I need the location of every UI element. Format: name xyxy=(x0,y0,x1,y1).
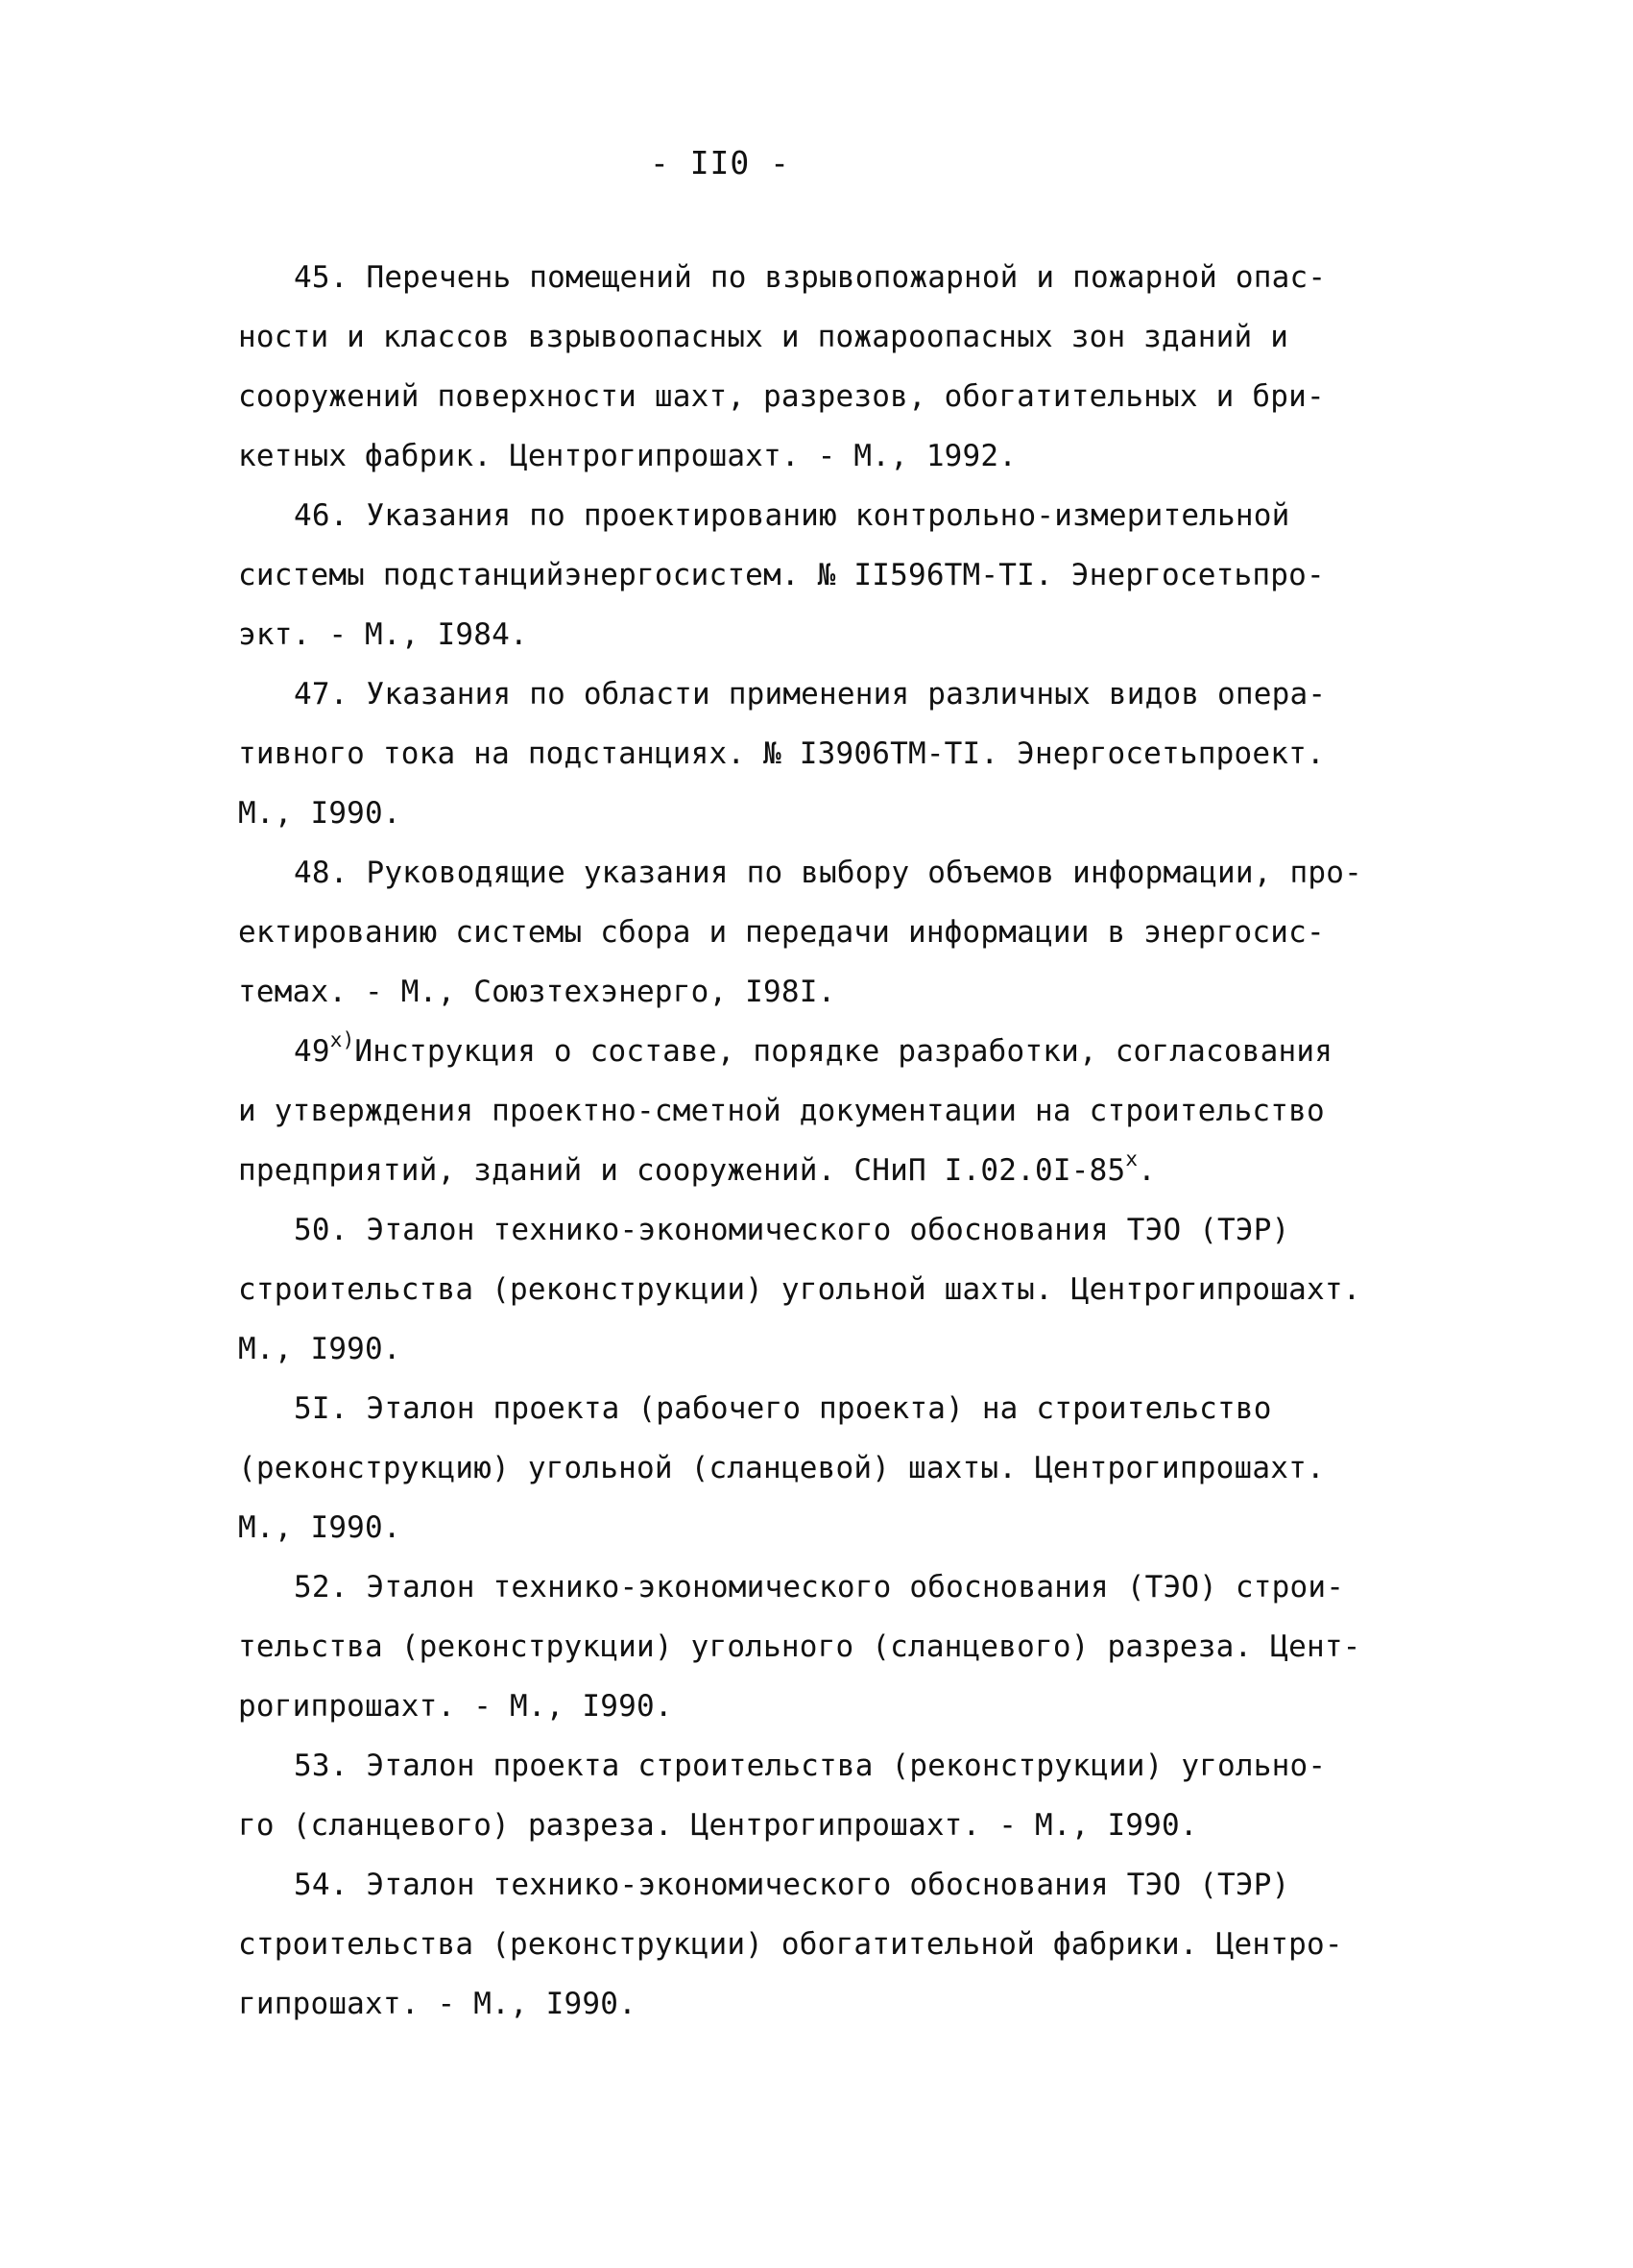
entry-line: 46. Указания по проектированию контрольно-измерительной xyxy=(294,498,1290,533)
entry-line: тивного тока на подстанциях. № I3906ТМ-ТI. Энергосетьпроект. xyxy=(238,736,1325,771)
entry-line: ектированию системы сбора и передачи информации в энергосис- xyxy=(238,915,1325,950)
entry-line: 5I. Эталон проекта (рабочего проекта) на строительство xyxy=(294,1391,1272,1426)
entry-line: тельства (реконструкции) угольного (сланцевого) разреза. Цент- xyxy=(238,1629,1361,1664)
entry-text: . xyxy=(1138,1153,1157,1188)
reference-entry-48 xyxy=(238,843,1405,1022)
entry-line: М., I990. xyxy=(238,1332,401,1366)
reference-entry-46 xyxy=(238,486,1405,664)
reference-list xyxy=(238,248,1405,2034)
entry-line: системы подстанцийэнергосистем. № II596ТМ-ТI. Энергосетьпро- xyxy=(238,558,1325,592)
entry-number: 49 xyxy=(294,1034,330,1069)
entry-line: рогипрошахт. - М., I990. xyxy=(238,1689,673,1724)
page-number: - II0 - xyxy=(649,144,791,181)
entry-line: го (сланцевого) разреза. Центрогипрошахт. - М., I990. xyxy=(238,1808,1198,1843)
entry-line: М., I990. xyxy=(238,796,401,831)
entry-line: строительства (реконструкции) угольной шахты. Центрогипрошахт. xyxy=(238,1272,1361,1307)
reference-entry-54 xyxy=(238,1855,1405,2034)
entry-line: гипрошахт. - М., I990. xyxy=(238,1987,636,2021)
entry-text: предприятий, зданий и сооружений. СНиП I.02.0I-85 xyxy=(238,1153,1126,1188)
entry-text: Инструкция о составе, порядке разработки, согласования xyxy=(354,1034,1333,1069)
entry-line: сооружений поверхности шахт, разрезов, обогатительных и бри- xyxy=(238,379,1325,414)
entry-line: 54. Эталон технико-экономического обоснования ТЭО (ТЭР) xyxy=(294,1868,1290,1902)
entry-line: 53. Эталон проекта строительства (реконструкции) угольно- xyxy=(294,1749,1327,1783)
entry-line: кетных фабрик. Центрогипрошахт. - М., 1992. xyxy=(238,439,1018,473)
reference-entry-53 xyxy=(238,1736,1405,1855)
entry-line: 47. Указания по области применения различных видов опера- xyxy=(294,677,1327,712)
entry-line: ности и классов взрывоопасных и пожароопасных зон зданий и xyxy=(238,320,1289,354)
entry-line: 50. Эталон технико-экономического обоснования ТЭО (ТЭР) xyxy=(294,1213,1290,1247)
entry-line: экт. - М., I984. xyxy=(238,617,528,652)
reference-entry-51 xyxy=(238,1379,1405,1557)
footnote-mark: х xyxy=(1125,1146,1139,1170)
entry-line xyxy=(238,1141,1405,1200)
entry-line: 52. Эталон технико-экономического обоснования (ТЭО) строи- xyxy=(294,1570,1345,1604)
reference-entry-49 xyxy=(238,1022,1405,1200)
reference-entry-47 xyxy=(238,664,1405,843)
entry-line: 45. Перечень помещений по взрывопожарной и пожарной опас- xyxy=(294,260,1327,295)
entry-line: строительства (реконструкции) обогатительной фабрики. Центро- xyxy=(238,1927,1343,1962)
entry-line: 48. Руководящие указания по выбору объемов информации, про- xyxy=(294,856,1362,890)
reference-entry-50 xyxy=(238,1200,1405,1379)
footnote-mark: х) xyxy=(329,1027,355,1051)
entry-line: (реконструкцию) угольной (сланцевой) шахты. Центрогипрошахт. xyxy=(238,1451,1325,1485)
reference-entry-52 xyxy=(238,1557,1405,1736)
entry-line: М., I990. xyxy=(238,1510,401,1545)
entry-line xyxy=(238,1022,1405,1081)
entry-line: и утверждения проектно-сметной документации на строительство xyxy=(238,1094,1325,1128)
entry-line: темах. - М., Союзтехэнерго, I98I. xyxy=(238,975,836,1009)
reference-entry-45 xyxy=(238,248,1405,486)
